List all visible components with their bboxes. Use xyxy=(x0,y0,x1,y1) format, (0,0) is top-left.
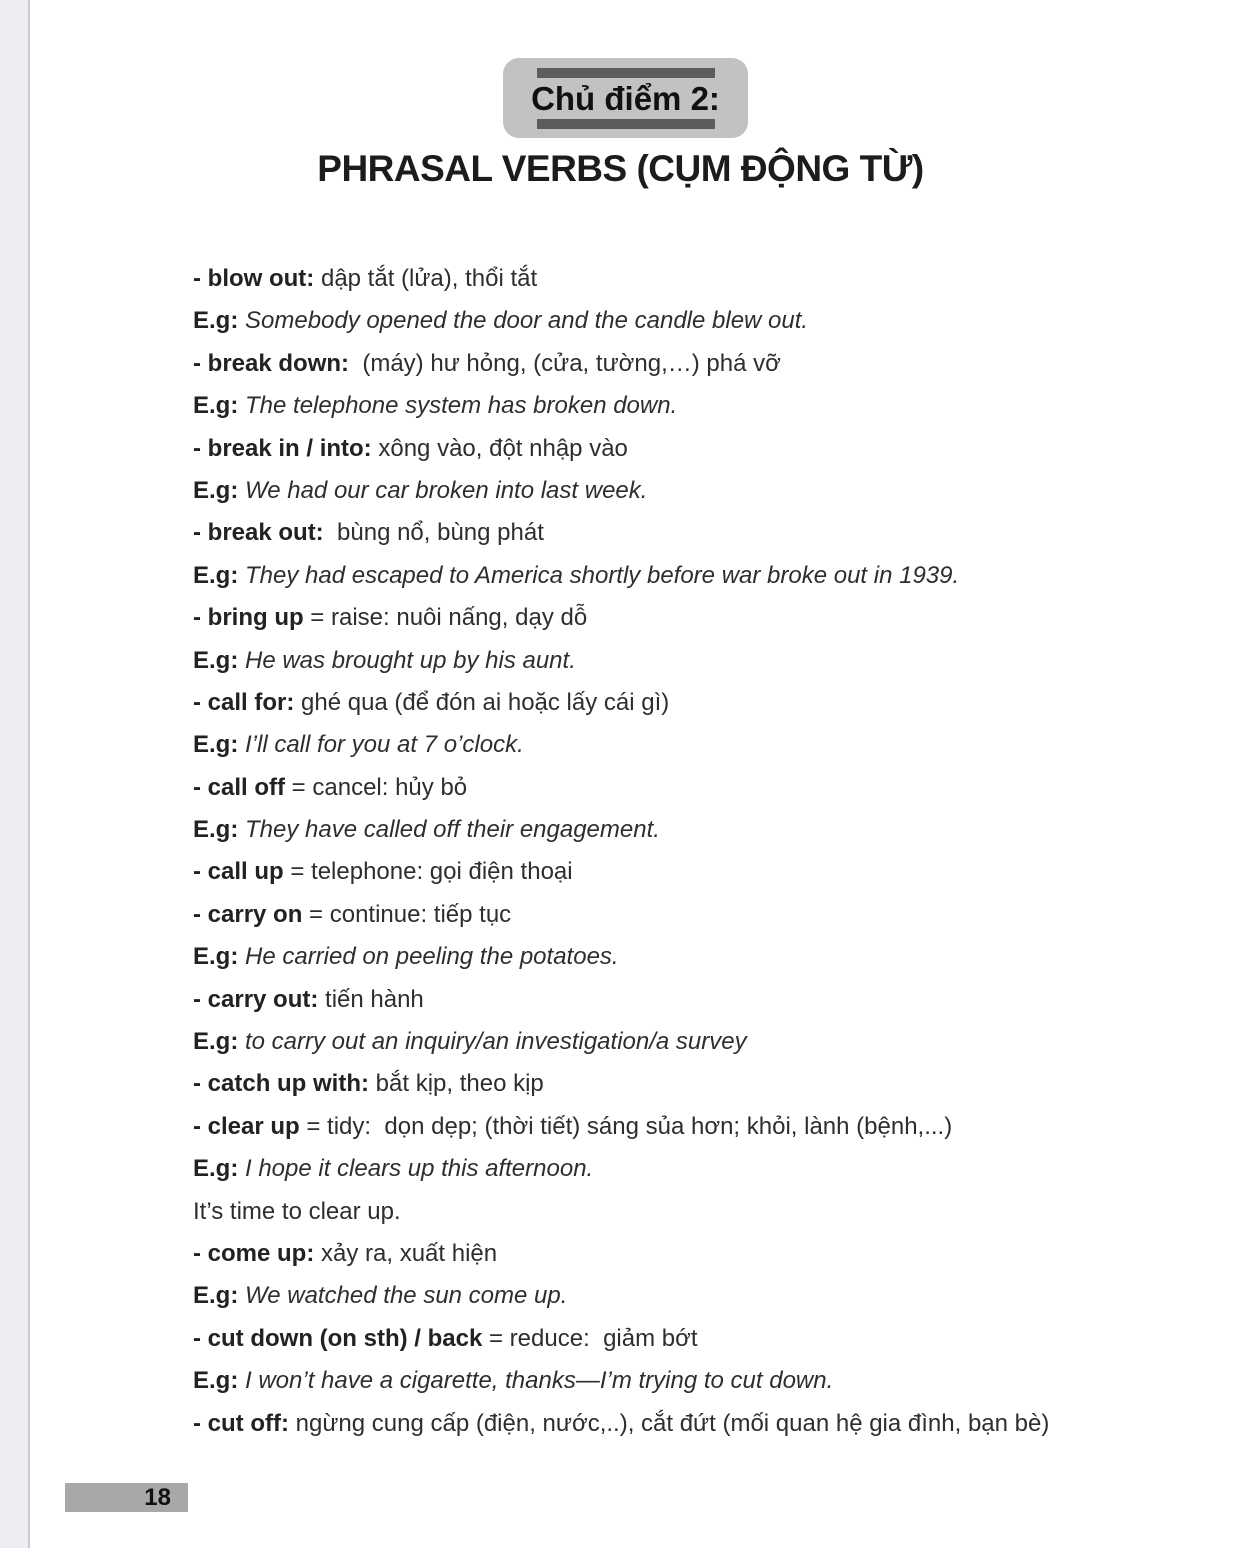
topic-badge xyxy=(503,58,748,138)
page-number-bar xyxy=(65,1483,188,1512)
entry-line xyxy=(193,1191,1203,1233)
badge-top-bar xyxy=(537,68,715,78)
entry-term: E.g: xyxy=(193,1028,239,1056)
entry-definition: ngừng cung cấp (điện, nước,..), cắt đứt (mối quan hệ gia đình, bạn bè) xyxy=(288,1409,1050,1437)
entry-example: We watched the sun come up. xyxy=(238,1282,568,1310)
entry-term: E.g: xyxy=(193,1282,239,1310)
entry-term: - come up: xyxy=(193,1239,315,1267)
entry-line xyxy=(193,1360,1203,1402)
entry-example: I hope it clears up this afternoon. xyxy=(238,1155,594,1183)
entry-line xyxy=(193,343,1203,385)
entry-line xyxy=(193,555,1203,597)
entry-line xyxy=(193,1275,1203,1317)
badge-bottom-bar xyxy=(537,119,715,129)
entry-definition: = reduce: giảm bớt xyxy=(482,1324,698,1352)
entry-example: to carry out an inquiry/an investigation/a survey xyxy=(238,1028,747,1056)
entry-term: - carry on xyxy=(193,900,303,928)
entry-term: - catch up with: xyxy=(193,1070,369,1098)
entry-definition: (máy) hư hỏng, (cửa, tường,…) phá vỡ xyxy=(349,349,781,377)
entry-term: E.g: xyxy=(193,561,239,589)
entry-term: E.g: xyxy=(193,943,239,971)
entry-line xyxy=(193,979,1203,1021)
entry-line xyxy=(193,1233,1203,1275)
entry-definition: = continue: tiếp tục xyxy=(302,900,512,928)
entry-term: - cut off: xyxy=(193,1409,289,1437)
entry-line xyxy=(193,300,1203,342)
entry-definition: bùng nổ, bùng phát xyxy=(323,519,544,547)
entry-line xyxy=(193,258,1203,300)
entry-term: - break down: xyxy=(193,349,350,377)
entry-line xyxy=(193,1063,1203,1105)
entry-term: - clear up xyxy=(193,1112,300,1140)
entry-line xyxy=(193,428,1203,470)
entry-definition: = raise: nuôi nấng, dạy dỗ xyxy=(303,604,588,632)
entry-definition: dập tắt (lửa), thổi tắt xyxy=(314,265,538,292)
entry-term: E.g: xyxy=(193,1367,239,1395)
entry-definition: tiến hành xyxy=(318,985,424,1013)
entry-line xyxy=(193,640,1203,682)
entry-line xyxy=(193,1021,1203,1063)
entry-line xyxy=(193,809,1203,851)
entry-term: - call for: xyxy=(193,688,295,716)
entry-example: We had our car broken into last week. xyxy=(238,476,648,504)
entry-example: Somebody opened the door and the candle blew out. xyxy=(238,307,809,335)
entry-definition: xảy ra, xuất hiện xyxy=(314,1239,498,1267)
page-edge-shadow xyxy=(0,0,30,1548)
entry-line xyxy=(193,936,1203,978)
entry-term: E.g: xyxy=(193,392,239,420)
entry-definition: xông vào, đột nhập vào xyxy=(371,434,628,462)
entry-term: - break out: xyxy=(193,519,324,547)
entry-example: The telephone system has broken down. xyxy=(238,392,678,420)
entry-definition: = telephone: gọi điện thoại xyxy=(283,858,573,886)
entry-line xyxy=(193,597,1203,639)
entry-line xyxy=(193,682,1203,724)
entry-line xyxy=(193,894,1203,936)
entry-term: E.g: xyxy=(193,1155,239,1183)
entry-term: - blow out: xyxy=(193,265,315,292)
entry-definition: It’s time to clear up. xyxy=(193,1197,401,1225)
entry-definition: ghé qua (để đón ai hoặc lấy cái gì) xyxy=(294,688,670,716)
entry-term: - call up xyxy=(193,858,284,886)
topic-badge-label: Chủ điểm 2: xyxy=(531,80,720,117)
entry-term: - carry out: xyxy=(193,985,319,1013)
entry-term: E.g: xyxy=(193,307,239,335)
entry-line xyxy=(193,1148,1203,1190)
entry-term: - call off xyxy=(193,773,286,801)
page-number: 18 xyxy=(144,1483,171,1511)
page-title: PHRASAL VERBS (CỤM ĐỘNG TỪ) xyxy=(317,148,924,189)
entry-example: He was brought up by his aunt. xyxy=(238,646,576,674)
entry-example: I’ll call for you at 7 o’clock. xyxy=(238,731,524,759)
entry-list xyxy=(193,258,1203,1445)
entry-line xyxy=(193,851,1203,893)
entry-example: I won’t have a cigarette, thanks—I’m trying to cut down. xyxy=(238,1367,834,1395)
entry-definition: bắt kịp, theo kịp xyxy=(369,1070,544,1098)
entry-term: E.g: xyxy=(193,816,239,844)
entry-line xyxy=(193,470,1203,512)
entry-line xyxy=(193,1318,1203,1360)
entry-term: - break in / into: xyxy=(193,434,372,462)
entry-line xyxy=(193,724,1203,766)
entry-example: They had escaped to America shortly before war broke out in 1939. xyxy=(238,561,960,589)
entry-line xyxy=(193,385,1203,427)
entry-term: E.g: xyxy=(193,476,239,504)
entry-definition: = tidy: dọn dẹp; (thời tiết) sáng sủa hơn; khỏi, lành (bệnh,...) xyxy=(299,1112,953,1140)
entry-term: E.g: xyxy=(193,731,239,759)
entry-term: E.g: xyxy=(193,646,239,674)
entry-line xyxy=(193,1106,1203,1148)
entry-line xyxy=(193,512,1203,554)
entry-term: - cut down (on sth) / back xyxy=(193,1324,483,1352)
entry-line xyxy=(193,767,1203,809)
entry-definition: = cancel: hủy bỏ xyxy=(285,773,468,801)
entry-line xyxy=(193,1403,1203,1445)
entry-example: They have called off their engagement. xyxy=(238,816,660,844)
entry-example: He carried on peeling the potatoes. xyxy=(238,943,619,971)
entry-term: - bring up xyxy=(193,604,304,632)
